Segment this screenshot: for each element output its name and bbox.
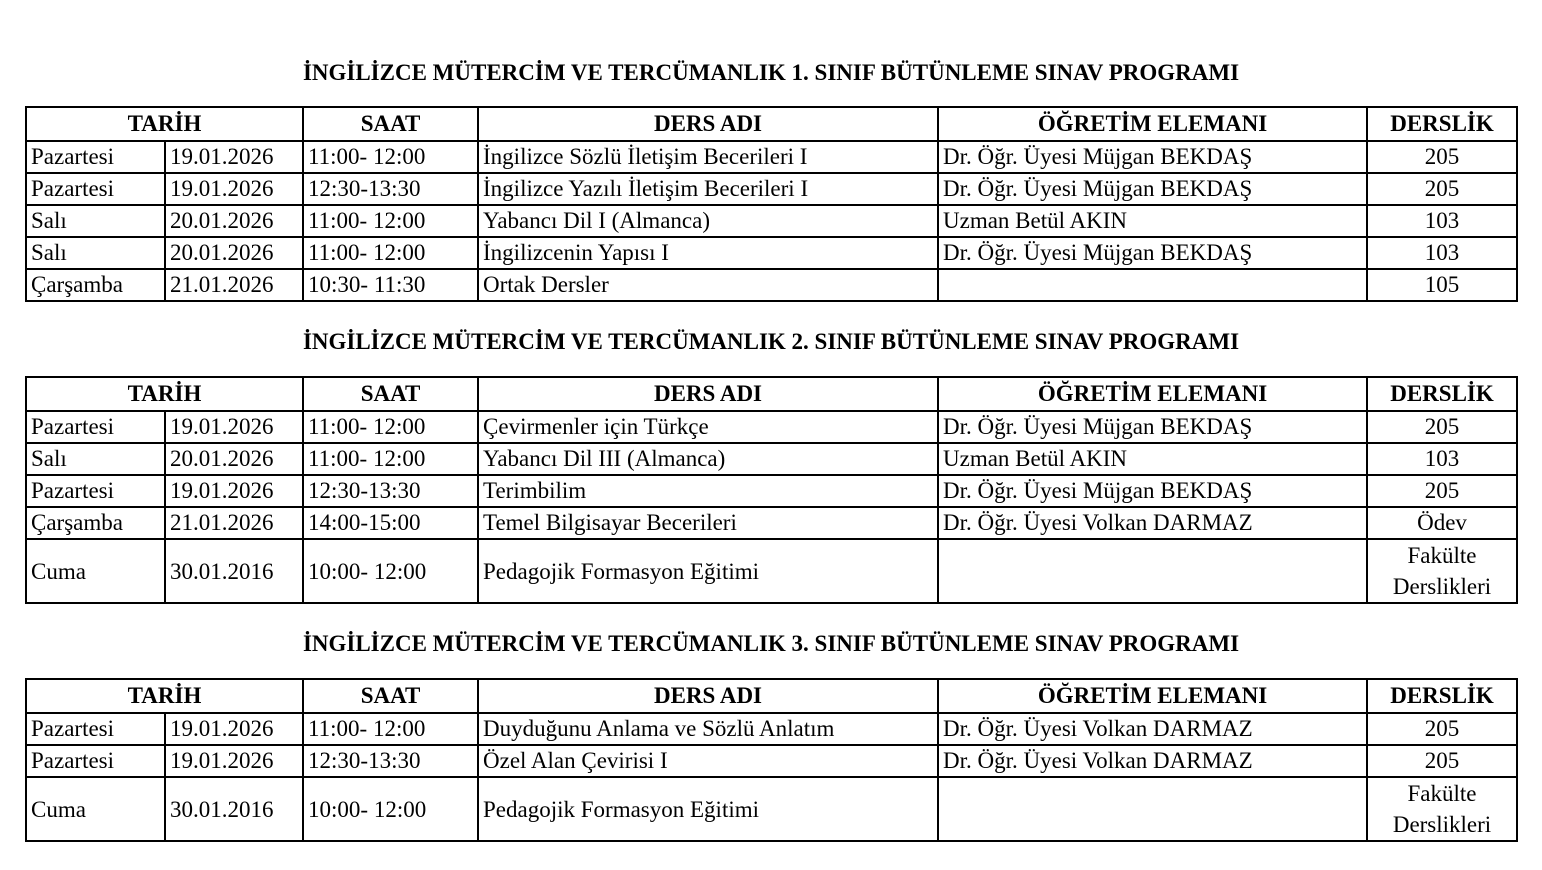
table-header-row <box>26 107 1517 141</box>
header-ogretim-elemani: ÖĞRETİM ELEMANI <box>938 679 1367 713</box>
cell-course: İngilizce Sözlü İletişim Becerileri I <box>478 141 938 173</box>
table-row <box>26 539 1517 603</box>
cell-date: 30.01.2016 <box>165 539 303 603</box>
cell-date: 30.01.2016 <box>165 777 303 841</box>
cell-day: Cuma <box>26 777 165 841</box>
header-derslik: DERSLİK <box>1367 679 1517 713</box>
cell-date: 19.01.2026 <box>165 411 303 443</box>
cell-course: Ortak Dersler <box>478 269 938 301</box>
header-saat: SAAT <box>303 377 478 411</box>
cell-course: Temel Bilgisayar Becerileri <box>478 507 938 539</box>
table-header-row <box>26 679 1517 713</box>
cell-day: Salı <box>26 205 165 237</box>
header-ders-adi: DERS ADI <box>478 679 938 713</box>
cell-instructor: Dr. Öğr. Üyesi Volkan DARMAZ <box>938 713 1367 745</box>
table-row <box>26 443 1517 475</box>
table-row <box>26 237 1517 269</box>
section-title-3: İNGİLİZCE MÜTERCİM VE TERCÜMANLIK 3. SINIF BÜTÜNLEME SINAV PROGRAMI <box>302 631 1240 656</box>
cell-room: 103 <box>1367 443 1517 475</box>
cell-day: Pazartesi <box>26 411 165 443</box>
cell-day: Pazartesi <box>26 141 165 173</box>
cell-course: Duyduğunu Anlama ve Sözlü Anlatım <box>478 713 938 745</box>
header-ders-adi: DERS ADI <box>478 377 938 411</box>
cell-course: İngilizcenin Yapısı I <box>478 237 938 269</box>
cell-room: Fakülte Derslikleri <box>1367 539 1517 603</box>
cell-course: Terimbilim <box>478 475 938 507</box>
table-row <box>26 777 1517 841</box>
cell-date: 20.01.2026 <box>165 205 303 237</box>
table-row <box>26 411 1517 443</box>
cell-instructor <box>938 777 1367 841</box>
cell-instructor: Dr. Öğr. Üyesi Müjgan BEKDAŞ <box>938 141 1367 173</box>
cell-course: Pedagojik Formasyon Eğitimi <box>478 777 938 841</box>
cell-course: Özel Alan Çevirisi I <box>478 745 938 777</box>
cell-day: Cuma <box>26 539 165 603</box>
cell-time: 11:00- 12:00 <box>303 237 478 269</box>
cell-day: Salı <box>26 443 165 475</box>
cell-instructor: Dr. Öğr. Üyesi Müjgan BEKDAŞ <box>938 173 1367 205</box>
header-saat: SAAT <box>303 107 478 141</box>
cell-date: 20.01.2026 <box>165 443 303 475</box>
cell-room: Fakülte Derslikleri <box>1367 777 1517 841</box>
table-row <box>26 205 1517 237</box>
table-row <box>26 173 1517 205</box>
cell-time: 14:00-15:00 <box>303 507 478 539</box>
table-row <box>26 745 1517 777</box>
cell-instructor: Dr. Öğr. Üyesi Müjgan BEKDAŞ <box>938 237 1367 269</box>
cell-room: 205 <box>1367 475 1517 507</box>
cell-room: 205 <box>1367 141 1517 173</box>
cell-room: 205 <box>1367 713 1517 745</box>
cell-date: 19.01.2026 <box>165 141 303 173</box>
schedule-table-1 <box>25 106 1518 302</box>
cell-time: 12:30-13:30 <box>303 475 478 507</box>
table-row <box>26 475 1517 507</box>
cell-day: Pazartesi <box>26 173 165 205</box>
cell-day: Çarşamba <box>26 507 165 539</box>
section-title-1: İNGİLİZCE MÜTERCİM VE TERCÜMANLIK 1. SINIF BÜTÜNLEME SINAV PROGRAMI <box>302 60 1240 85</box>
cell-day: Pazartesi <box>26 745 165 777</box>
cell-time: 11:00- 12:00 <box>303 205 478 237</box>
header-derslik: DERSLİK <box>1367 107 1517 141</box>
cell-instructor <box>938 269 1367 301</box>
cell-room: 103 <box>1367 237 1517 269</box>
cell-time: 11:00- 12:00 <box>303 141 478 173</box>
table-row <box>26 269 1517 301</box>
cell-time: 11:00- 12:00 <box>303 411 478 443</box>
table-row <box>26 507 1517 539</box>
cell-time: 12:30-13:30 <box>303 173 478 205</box>
cell-course: İngilizce Yazılı İletişim Becerileri I <box>478 173 938 205</box>
cell-instructor: Uzman Betül AKIN <box>938 443 1367 475</box>
section-title-2: İNGİLİZCE MÜTERCİM VE TERCÜMANLIK 2. SINIF BÜTÜNLEME SINAV PROGRAMI <box>302 329 1240 354</box>
cell-instructor: Uzman Betül AKIN <box>938 205 1367 237</box>
table-row <box>26 141 1517 173</box>
table-row <box>26 713 1517 745</box>
cell-course: Çevirmenler için Türkçe <box>478 411 938 443</box>
cell-time: 11:00- 12:00 <box>303 713 478 745</box>
cell-date: 19.01.2026 <box>165 745 303 777</box>
cell-room: Ödev <box>1367 507 1517 539</box>
header-saat: SAAT <box>303 679 478 713</box>
cell-room: 205 <box>1367 173 1517 205</box>
header-tarih: TARİH <box>26 377 303 411</box>
cell-room: 205 <box>1367 745 1517 777</box>
schedule-table-2 <box>25 376 1518 604</box>
cell-time: 10:00- 12:00 <box>303 777 478 841</box>
cell-instructor: Dr. Öğr. Üyesi Müjgan BEKDAŞ <box>938 411 1367 443</box>
cell-time: 12:30-13:30 <box>303 745 478 777</box>
header-tarih: TARİH <box>26 107 303 141</box>
cell-room: 205 <box>1367 411 1517 443</box>
cell-date: 19.01.2026 <box>165 173 303 205</box>
cell-day: Pazartesi <box>26 713 165 745</box>
cell-room: 103 <box>1367 205 1517 237</box>
cell-instructor: Dr. Öğr. Üyesi Müjgan BEKDAŞ <box>938 475 1367 507</box>
header-ogretim-elemani: ÖĞRETİM ELEMANI <box>938 377 1367 411</box>
header-ogretim-elemani: ÖĞRETİM ELEMANI <box>938 107 1367 141</box>
cell-date: 21.01.2026 <box>165 269 303 301</box>
cell-instructor: Dr. Öğr. Üyesi Volkan DARMAZ <box>938 745 1367 777</box>
cell-course: Yabancı Dil III (Almanca) <box>478 443 938 475</box>
cell-instructor <box>938 539 1367 603</box>
cell-instructor: Dr. Öğr. Üyesi Volkan DARMAZ <box>938 507 1367 539</box>
cell-course: Yabancı Dil I (Almanca) <box>478 205 938 237</box>
cell-day: Pazartesi <box>26 475 165 507</box>
cell-room: 105 <box>1367 269 1517 301</box>
header-tarih: TARİH <box>26 679 303 713</box>
cell-time: 11:00- 12:00 <box>303 443 478 475</box>
cell-course: Pedagojik Formasyon Eğitimi <box>478 539 938 603</box>
table-header-row <box>26 377 1517 411</box>
schedule-table-3 <box>25 678 1518 842</box>
cell-date: 19.01.2026 <box>165 475 303 507</box>
cell-date: 20.01.2026 <box>165 237 303 269</box>
header-derslik: DERSLİK <box>1367 377 1517 411</box>
cell-time: 10:30- 11:30 <box>303 269 478 301</box>
cell-date: 21.01.2026 <box>165 507 303 539</box>
cell-date: 19.01.2026 <box>165 713 303 745</box>
cell-day: Salı <box>26 237 165 269</box>
header-ders-adi: DERS ADI <box>478 107 938 141</box>
cell-day: Çarşamba <box>26 269 165 301</box>
cell-time: 10:00- 12:00 <box>303 539 478 603</box>
